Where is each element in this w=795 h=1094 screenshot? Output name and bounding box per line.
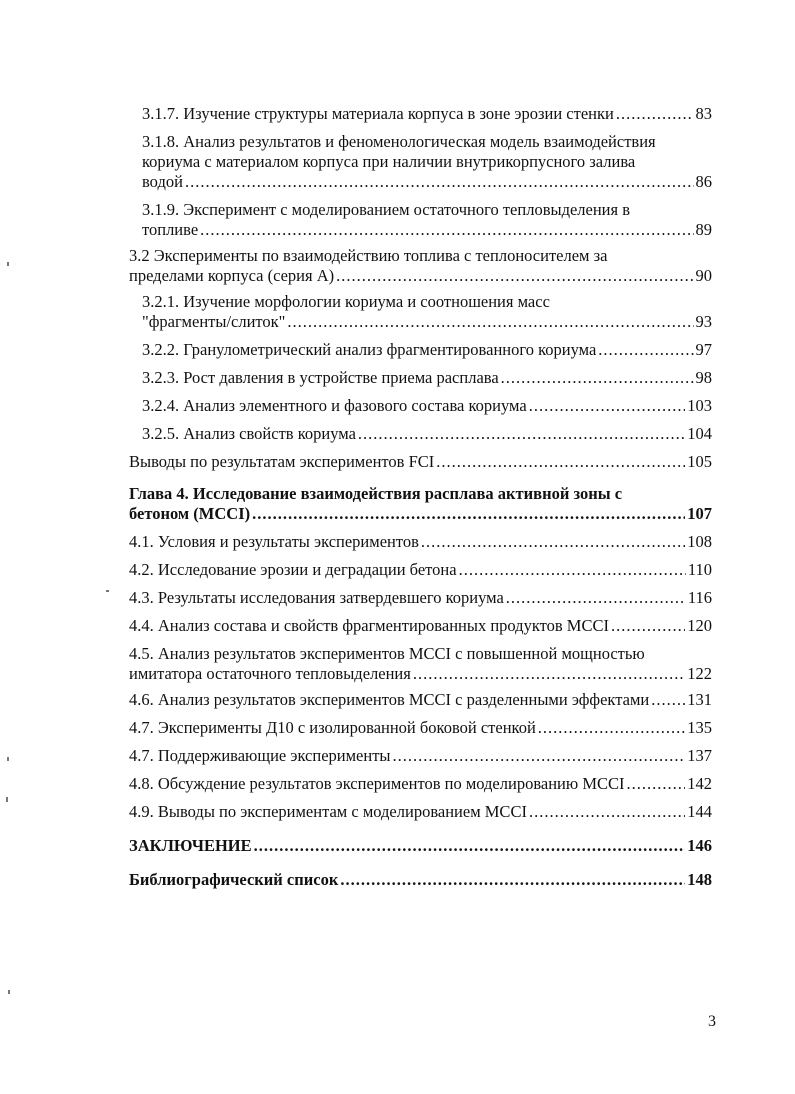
toc-entry bbox=[142, 292, 712, 332]
dot-leader bbox=[459, 560, 686, 580]
dot-leader bbox=[393, 746, 686, 766]
toc-entry-page: 83 bbox=[695, 104, 712, 123]
toc-entry-line bbox=[142, 312, 712, 332]
dot-leader bbox=[252, 504, 685, 524]
toc-entry-page: 104 bbox=[687, 424, 712, 443]
toc-entry-page: 93 bbox=[695, 312, 712, 331]
toc-entry-line bbox=[129, 616, 712, 636]
scan-speck bbox=[8, 990, 10, 994]
dot-leader bbox=[538, 718, 685, 738]
toc-entry-title: 4.8. Обсуждение результатов экспериментов по моделированию MCCI bbox=[129, 774, 625, 793]
toc-entry-title: 4.4. Анализ состава и свойств фрагментированных продуктов MCCI bbox=[129, 616, 609, 635]
dot-leader bbox=[358, 424, 685, 444]
toc-entry-line bbox=[142, 104, 712, 124]
toc-entry bbox=[129, 746, 712, 766]
toc-entry-line bbox=[142, 396, 712, 416]
dot-leader bbox=[185, 172, 694, 192]
toc-entry bbox=[129, 484, 712, 524]
toc-entry-page: 137 bbox=[687, 746, 712, 765]
toc-entry-line bbox=[142, 340, 712, 360]
toc-entry-title: 3.1.7. Изучение структуры материала корпуса в зоне эрозии стенки bbox=[142, 104, 614, 123]
toc-entry-title: 4.7. Поддерживающие эксперименты bbox=[129, 746, 391, 765]
dot-leader bbox=[413, 664, 685, 684]
toc-entry-title-start: Глава 4. Исследование взаимодействия расплава активной зоны с bbox=[129, 484, 623, 503]
scan-speck bbox=[7, 757, 9, 761]
toc-entry-line bbox=[129, 532, 712, 552]
dot-leader bbox=[529, 396, 686, 416]
toc-entry-page: 142 bbox=[687, 774, 712, 793]
dot-leader bbox=[421, 532, 685, 552]
toc-entry-title: 3.2.3. Рост давления в устройстве приема расплава bbox=[142, 368, 499, 387]
toc-entry-title-start: 3.2.1. Изучение морфологии кориума и соотношения масс bbox=[142, 292, 550, 311]
toc-entry bbox=[142, 200, 712, 240]
toc-entry-title-start: 4.5. Анализ результатов экспериментов MCCI с повышенной мощностью bbox=[129, 644, 645, 663]
toc-entry-page: 97 bbox=[695, 340, 712, 359]
toc-entry-line bbox=[129, 870, 712, 890]
dot-leader bbox=[611, 616, 685, 636]
toc-entry-page: 107 bbox=[687, 504, 712, 523]
toc-entry-line bbox=[129, 774, 712, 794]
toc-entry-title: Библиографический список bbox=[129, 870, 339, 889]
toc-entry-title: 4.7. Эксперименты Д10 с изолированной боковой стенкой bbox=[129, 718, 536, 737]
scan-speck bbox=[106, 590, 109, 592]
toc-entry-page: 89 bbox=[695, 220, 712, 239]
dot-leader bbox=[506, 588, 686, 608]
toc-entry-title-start: 3.1.9. Эксперимент с моделированием остаточного тепловыделения в bbox=[142, 200, 631, 219]
dot-leader bbox=[627, 774, 686, 794]
dot-leader bbox=[616, 104, 694, 124]
toc-entry bbox=[142, 368, 712, 388]
toc-entry-title: 3.2.5. Анализ свойств кориума bbox=[142, 424, 356, 443]
toc-entry-page: 105 bbox=[687, 452, 712, 471]
toc-entry-title: 3.2.4. Анализ элементного и фазового состава кориума bbox=[142, 396, 527, 415]
toc-entry-title: 3.2.2. Гранулометрический анализ фрагментированного кориума bbox=[142, 340, 597, 359]
scan-speck bbox=[6, 797, 8, 802]
toc-entry bbox=[129, 616, 712, 636]
toc-entry bbox=[129, 644, 712, 684]
toc-entry-line bbox=[142, 220, 712, 240]
dot-leader bbox=[501, 368, 694, 388]
dot-leader bbox=[529, 802, 685, 822]
dot-leader bbox=[336, 266, 693, 286]
toc-entry-title: 4.6. Анализ результатов экспериментов MCCI с разделенными эффектами bbox=[129, 690, 650, 709]
toc-entry-page: 122 bbox=[687, 664, 712, 683]
toc-entry bbox=[129, 452, 712, 472]
scan-speck bbox=[7, 262, 9, 266]
toc-entry-title: топливе bbox=[142, 220, 199, 239]
toc-entry-page: 116 bbox=[687, 588, 712, 607]
toc-entry-line bbox=[129, 718, 712, 738]
toc-entry-page: 86 bbox=[695, 172, 712, 191]
toc-entry-line bbox=[129, 746, 712, 766]
toc-entry bbox=[129, 532, 712, 552]
toc-entry bbox=[142, 340, 712, 360]
toc-entry-page: 148 bbox=[687, 870, 712, 889]
toc-entry-line bbox=[129, 836, 712, 856]
toc-entry-title: ЗАКЛЮЧЕНИЕ bbox=[129, 836, 252, 855]
toc-entry-page: 110 bbox=[687, 560, 712, 579]
toc-entry-title: водой bbox=[142, 172, 183, 191]
toc-entry bbox=[142, 396, 712, 416]
toc-entry bbox=[129, 246, 712, 286]
toc-entry-page: 120 bbox=[687, 616, 712, 635]
dot-leader bbox=[651, 690, 685, 710]
toc-entry-line bbox=[129, 266, 712, 286]
toc-entry-title: пределами корпуса (серия А) bbox=[129, 266, 335, 285]
toc-entry-page: 108 bbox=[687, 532, 712, 551]
dot-leader bbox=[254, 836, 686, 856]
dot-leader bbox=[340, 870, 685, 890]
toc-entry-title: 4.3. Результаты исследования затвердевшего кориума bbox=[129, 588, 504, 607]
toc-entry-title: Выводы по результатам экспериментов FCI bbox=[129, 452, 435, 471]
toc-entry-line bbox=[129, 560, 712, 580]
toc-entry-page: 98 bbox=[695, 368, 712, 387]
toc-entry bbox=[129, 560, 712, 580]
toc-entry-line bbox=[142, 368, 712, 388]
toc-entry-page: 144 bbox=[687, 802, 712, 821]
toc-entry-line bbox=[129, 802, 712, 822]
toc-entry-line bbox=[129, 452, 712, 472]
toc-entry bbox=[129, 588, 712, 608]
toc-entry-page: 146 bbox=[687, 836, 712, 855]
toc-entry-page: 135 bbox=[687, 718, 712, 737]
page-number: 3 bbox=[708, 1013, 716, 1030]
toc-entry-title: 4.1. Условия и результаты экспериментов bbox=[129, 532, 419, 551]
toc-entry-title-start: 3.2 Эксперименты по взаимодействию топлива с теплоносителем за bbox=[129, 246, 608, 265]
toc-entry-page: 103 bbox=[687, 396, 712, 415]
toc-entry-line bbox=[129, 588, 712, 608]
toc-entry-line bbox=[129, 664, 712, 684]
toc-entry-line bbox=[142, 172, 712, 192]
toc-entry bbox=[129, 718, 712, 738]
toc-entry-page: 90 bbox=[695, 266, 712, 285]
toc-entry bbox=[129, 870, 712, 890]
toc-entry bbox=[142, 132, 712, 192]
toc-entry bbox=[142, 104, 712, 124]
toc-entry-title: имитатора остаточного тепловыделения bbox=[129, 664, 411, 683]
toc-entry bbox=[129, 802, 712, 822]
toc-entry-title-start: 3.1.8. Анализ результатов и феноменологическая модель взаимодействия кориума с материалом корпуса при наличии внутрикорпусного залива bbox=[142, 132, 656, 171]
toc-entry-line bbox=[142, 424, 712, 444]
toc-entry bbox=[129, 836, 712, 856]
dot-leader bbox=[598, 340, 693, 360]
toc-entry-page: 131 bbox=[687, 690, 712, 709]
toc-entry-line bbox=[129, 504, 712, 524]
toc-entry-title: 4.9. Выводы по экспериментам с моделированием MCCI bbox=[129, 802, 527, 821]
toc-entry bbox=[129, 774, 712, 794]
toc-entry bbox=[142, 424, 712, 444]
toc-entry bbox=[129, 690, 712, 710]
toc-entry-line bbox=[129, 690, 712, 710]
toc-entry-title: бетоном (MCCI) bbox=[129, 504, 251, 523]
dot-leader bbox=[287, 312, 693, 332]
dot-leader bbox=[436, 452, 685, 472]
toc-entry-title: 4.2. Исследование эрозии и деградации бетона bbox=[129, 560, 457, 579]
toc-entry-title: "фрагменты/слиток" bbox=[142, 312, 286, 331]
dot-leader bbox=[200, 220, 693, 240]
